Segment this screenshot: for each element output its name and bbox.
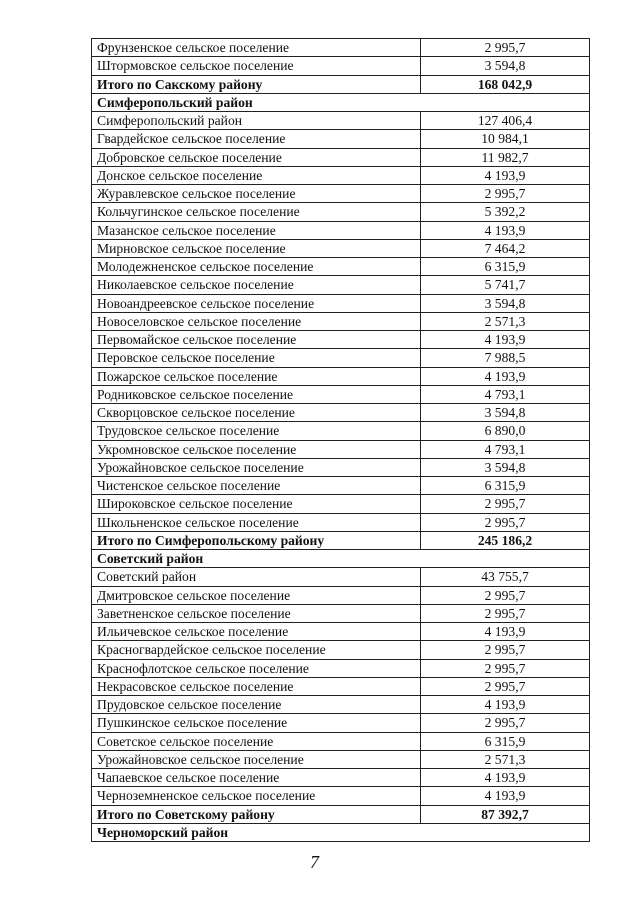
table-row bbox=[92, 714, 590, 732]
district-total-label: Итого по Сакскому району bbox=[92, 75, 421, 93]
settlement-name: Кольчугинское сельское поселение bbox=[92, 203, 421, 221]
allocation-value: 6 315,9 bbox=[421, 477, 590, 495]
table-row bbox=[92, 148, 590, 166]
district-header: Симферопольский район bbox=[92, 93, 590, 111]
allocation-value: 3 594,8 bbox=[421, 404, 590, 422]
table-row bbox=[92, 769, 590, 787]
settlement-name: Чапаевское сельское поселение bbox=[92, 769, 421, 787]
settlement-name: Журавлевское сельское поселение bbox=[92, 185, 421, 203]
table-row bbox=[92, 349, 590, 367]
allocation-value: 3 594,8 bbox=[421, 57, 590, 75]
table-row bbox=[92, 276, 590, 294]
allocation-value: 43 755,7 bbox=[421, 568, 590, 586]
district-header-row bbox=[92, 93, 590, 111]
district-total-value: 245 186,2 bbox=[421, 531, 590, 549]
allocation-value: 2 995,7 bbox=[421, 677, 590, 695]
allocation-value: 4 193,9 bbox=[421, 221, 590, 239]
settlement-name: Новоандреевское сельское поселение bbox=[92, 294, 421, 312]
allocation-value: 6 315,9 bbox=[421, 258, 590, 276]
settlement-name: Советский район bbox=[92, 568, 421, 586]
table-row bbox=[92, 39, 590, 57]
settlement-name: Черноземненское сельское поселение bbox=[92, 787, 421, 805]
settlement-name: Пушкинское сельское поселение bbox=[92, 714, 421, 732]
settlement-name: Урожайновское сельское поселение bbox=[92, 458, 421, 476]
table-row bbox=[92, 513, 590, 531]
allocation-value: 4 193,9 bbox=[421, 166, 590, 184]
table-row bbox=[92, 477, 590, 495]
settlement-name: Фрунзенское сельское поселение bbox=[92, 39, 421, 57]
table-row bbox=[92, 495, 590, 513]
allocation-value: 4 193,9 bbox=[421, 331, 590, 349]
page-number: 7 bbox=[310, 852, 319, 872]
settlement-name: Дмитровское сельское поселение bbox=[92, 586, 421, 604]
allocation-value: 5 392,2 bbox=[421, 203, 590, 221]
settlement-name: Мазанское сельское поселение bbox=[92, 221, 421, 239]
settlement-name: Добровское сельское поселение bbox=[92, 148, 421, 166]
settlement-name: Урожайновское сельское поселение bbox=[92, 750, 421, 768]
allocation-value: 2 995,7 bbox=[421, 513, 590, 531]
table-row bbox=[92, 586, 590, 604]
settlement-name: Краснофлотское сельское поселение bbox=[92, 659, 421, 677]
table-row bbox=[92, 787, 590, 805]
table-row bbox=[92, 677, 590, 695]
allocation-value: 127 406,4 bbox=[421, 112, 590, 130]
settlement-name: Ильичевское сельское поселение bbox=[92, 623, 421, 641]
table-row bbox=[92, 404, 590, 422]
table-row bbox=[92, 750, 590, 768]
allocation-value: 4 793,1 bbox=[421, 440, 590, 458]
settlement-name: Скворцовское сельское поселение bbox=[92, 404, 421, 422]
table-row bbox=[92, 57, 590, 75]
settlement-name: Донское сельское поселение bbox=[92, 166, 421, 184]
allocation-value: 6 315,9 bbox=[421, 732, 590, 750]
district-header: Советский район bbox=[92, 550, 590, 568]
table-row bbox=[92, 385, 590, 403]
district-total-row bbox=[92, 805, 590, 823]
table-row bbox=[92, 130, 590, 148]
settlement-name: Симферопольский район bbox=[92, 112, 421, 130]
table-row bbox=[92, 696, 590, 714]
table-row bbox=[92, 221, 590, 239]
settlement-name: Молодежненское сельское поселение bbox=[92, 258, 421, 276]
table-row bbox=[92, 112, 590, 130]
district-header-row bbox=[92, 823, 590, 841]
district-header-row bbox=[92, 550, 590, 568]
allocation-value: 3 594,8 bbox=[421, 294, 590, 312]
allocation-value: 7 464,2 bbox=[421, 239, 590, 257]
table-row bbox=[92, 331, 590, 349]
allocation-value: 4 793,1 bbox=[421, 385, 590, 403]
allocation-value: 11 982,7 bbox=[421, 148, 590, 166]
allocation-value: 4 193,9 bbox=[421, 787, 590, 805]
district-header: Черноморский район bbox=[92, 823, 590, 841]
table-row bbox=[92, 185, 590, 203]
allocation-value: 2 995,7 bbox=[421, 586, 590, 604]
allocation-value: 2 995,7 bbox=[421, 714, 590, 732]
settlement-name: Николаевское сельское поселение bbox=[92, 276, 421, 294]
allocation-value: 4 193,9 bbox=[421, 769, 590, 787]
table-row bbox=[92, 458, 590, 476]
settlement-name: Трудовское сельское поселение bbox=[92, 422, 421, 440]
district-total-row bbox=[92, 75, 590, 93]
table-row bbox=[92, 203, 590, 221]
district-total-value: 87 392,7 bbox=[421, 805, 590, 823]
settlement-name: Советское сельское поселение bbox=[92, 732, 421, 750]
table-row bbox=[92, 568, 590, 586]
allocation-value: 4 193,9 bbox=[421, 623, 590, 641]
district-total-row bbox=[92, 531, 590, 549]
settlement-name: Пожарское сельское поселение bbox=[92, 367, 421, 385]
table-row bbox=[92, 422, 590, 440]
allocation-value: 3 594,8 bbox=[421, 458, 590, 476]
settlement-name: Штормовское сельское поселение bbox=[92, 57, 421, 75]
allocation-value: 10 984,1 bbox=[421, 130, 590, 148]
allocation-value: 5 741,7 bbox=[421, 276, 590, 294]
allocation-value: 2 995,7 bbox=[421, 659, 590, 677]
allocation-value: 2 995,7 bbox=[421, 495, 590, 513]
settlement-name: Мирновское сельское поселение bbox=[92, 239, 421, 257]
settlement-name: Некрасовское сельское поселение bbox=[92, 677, 421, 695]
settlement-name: Школьненское сельское поселение bbox=[92, 513, 421, 531]
table-row bbox=[92, 166, 590, 184]
table-row bbox=[92, 294, 590, 312]
settlement-name: Первомайское сельское поселение bbox=[92, 331, 421, 349]
allocation-table bbox=[91, 38, 590, 842]
table-row bbox=[92, 239, 590, 257]
allocation-value: 2 571,3 bbox=[421, 312, 590, 330]
settlement-name: Укромновское сельское поселение bbox=[92, 440, 421, 458]
table-row bbox=[92, 258, 590, 276]
table-row bbox=[92, 641, 590, 659]
allocation-value: 4 193,9 bbox=[421, 367, 590, 385]
table-row bbox=[92, 623, 590, 641]
table-row bbox=[92, 659, 590, 677]
table-row bbox=[92, 604, 590, 622]
settlement-name: Прудовское сельское поселение bbox=[92, 696, 421, 714]
allocation-value: 7 988,5 bbox=[421, 349, 590, 367]
table-row bbox=[92, 440, 590, 458]
settlement-name: Перовское сельское поселение bbox=[92, 349, 421, 367]
settlement-name: Широковское сельское поселение bbox=[92, 495, 421, 513]
allocation-value: 2 995,7 bbox=[421, 641, 590, 659]
settlement-name: Гвардейское сельское поселение bbox=[92, 130, 421, 148]
table-row bbox=[92, 312, 590, 330]
settlement-name: Чистенское сельское поселение bbox=[92, 477, 421, 495]
allocation-value: 2 995,7 bbox=[421, 185, 590, 203]
district-total-label: Итого по Советскому району bbox=[92, 805, 421, 823]
table-row bbox=[92, 367, 590, 385]
settlement-name: Заветненское сельское поселение bbox=[92, 604, 421, 622]
allocation-value: 2 995,7 bbox=[421, 604, 590, 622]
district-total-label: Итого по Симферопольскому району bbox=[92, 531, 421, 549]
allocation-value: 6 890,0 bbox=[421, 422, 590, 440]
settlement-name: Родниковское сельское поселение bbox=[92, 385, 421, 403]
settlement-name: Красногвардейское сельское поселение bbox=[92, 641, 421, 659]
settlement-name: Новоселовское сельское поселение bbox=[92, 312, 421, 330]
district-total-value: 168 042,9 bbox=[421, 75, 590, 93]
allocation-value: 4 193,9 bbox=[421, 696, 590, 714]
table-row bbox=[92, 732, 590, 750]
allocation-value: 2 995,7 bbox=[421, 39, 590, 57]
allocation-value: 2 571,3 bbox=[421, 750, 590, 768]
